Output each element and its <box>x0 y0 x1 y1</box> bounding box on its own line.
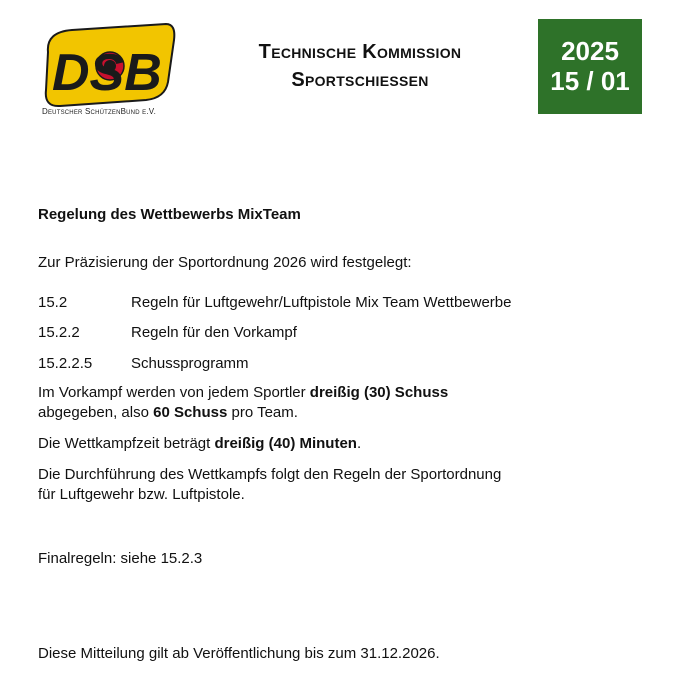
shot-count-paragraph <box>38 383 598 423</box>
para2-bold-1: dreißig (40) Minuten <box>214 435 357 452</box>
rule-text: Schussprogramm <box>131 355 249 372</box>
dsb-logo <box>38 20 178 120</box>
para1-text-3: pro Team. <box>227 404 298 421</box>
committee-title <box>195 38 525 94</box>
logo-caption: Deutscher SchützenBund e.V. <box>42 107 157 116</box>
para1-bold-2: 60 Schuss <box>153 404 228 421</box>
time-paragraph <box>38 434 598 454</box>
document-body <box>38 205 658 662</box>
intro-text: Zur Präzisierung der Sportordnung 2026 wird festgelegt: <box>38 254 412 271</box>
para2-text-2: . <box>356 435 362 452</box>
dsb-logo-graphic <box>38 20 178 110</box>
para3-line-1: Die Durchführung des Wettkampfs folgt den Regeln der Sportordnung <box>38 466 502 483</box>
rule-text: Regeln für den Vorkampf <box>131 324 297 341</box>
committee-title-line1: Technische Kommission <box>258 41 462 63</box>
rule-number: 15.2.2.5 <box>38 355 93 372</box>
rule-text: Regeln für Luftgewehr/Luftpistole Mix Team Wettbewerbe <box>131 294 512 311</box>
rule-number: 15.2 <box>38 294 68 311</box>
para3-line-2: für Luftgewehr bzw. Luftpistole. <box>38 486 245 503</box>
finalregeln-text: Finalregeln: siehe 15.2.3 <box>38 550 203 567</box>
committee-title-line2: Sportschiessen <box>291 69 429 91</box>
para1-text-1: Im Vorkampf werden von jedem Sportler <box>38 384 310 401</box>
para1-text-2: abgegeben, also <box>38 404 154 421</box>
rule-number: 15.2.2 <box>38 324 80 341</box>
validity-text: Diese Mitteilung gilt ab Veröffentlichung bis zum 31.12.2026. <box>38 645 440 662</box>
issue-number-box <box>538 19 642 114</box>
issue-number: 15 / 01 <box>550 66 630 96</box>
para2-text-1: Die Wettkampfzeit beträgt <box>38 435 215 452</box>
logo-letters: DSB <box>52 44 162 102</box>
issue-year: 2025 <box>561 36 619 66</box>
document-heading: Regelung des Wettbewerbs MixTeam <box>38 206 301 223</box>
para1-bold-1: dreißig (30) Schuss <box>309 384 449 401</box>
rules-reference-paragraph <box>38 465 598 505</box>
